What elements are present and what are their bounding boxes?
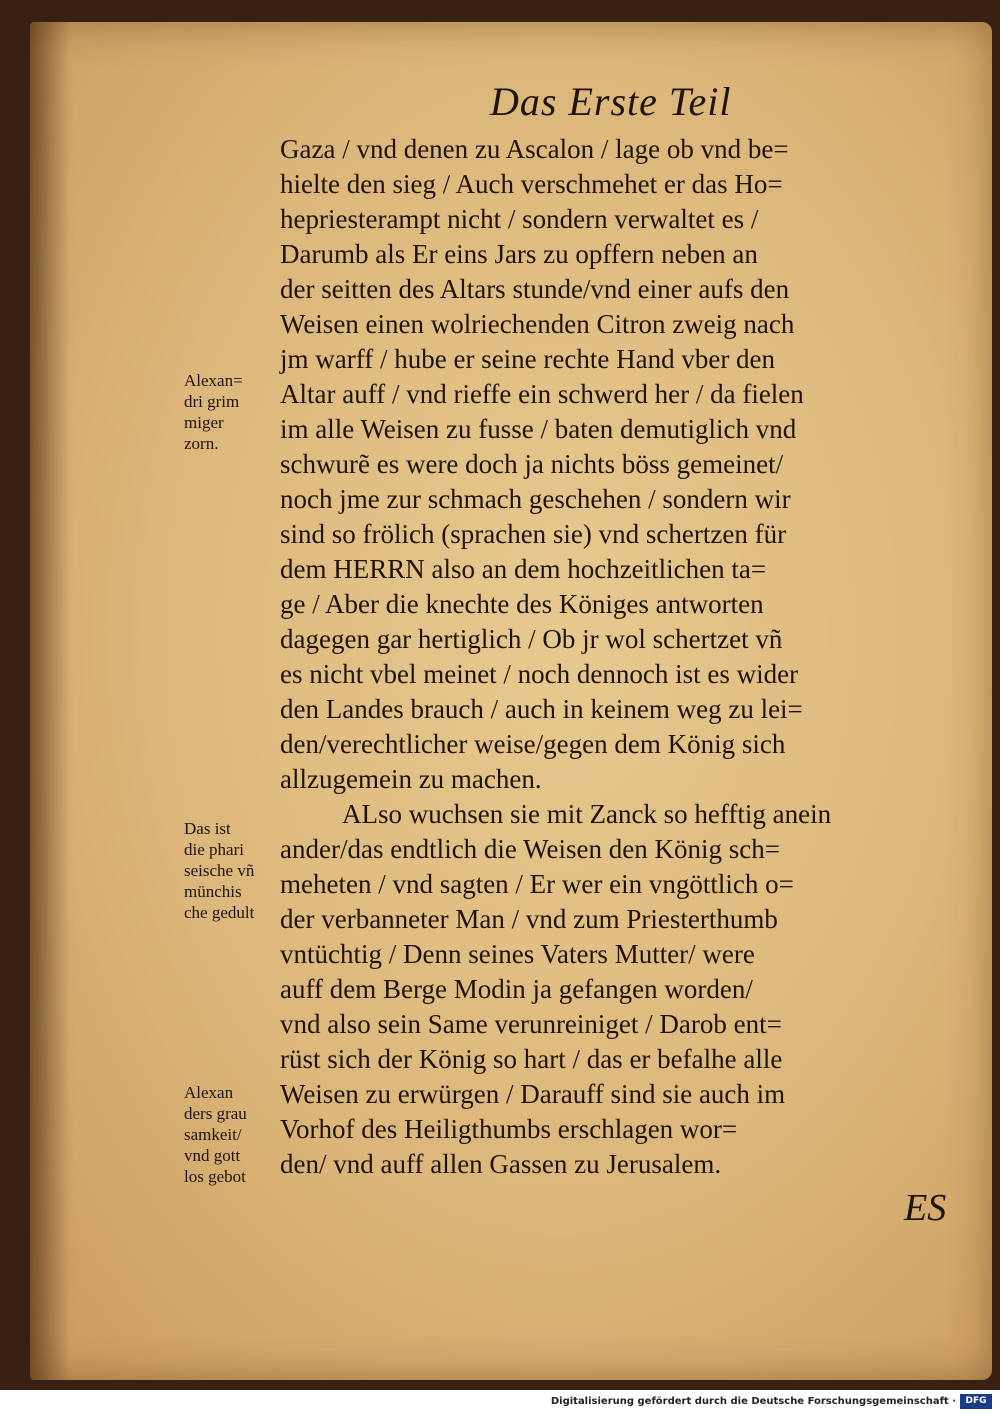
marginal-line: los gebot (184, 1167, 246, 1186)
funding-credit: Digitalisierung gefördert durch die Deutsche Forschungsgemeinschaft · (550, 1396, 956, 1407)
text-line: dagegen gar hertiglich / Ob jr wol schertzet vñ (280, 624, 783, 654)
marginal-line: dri grim (184, 392, 240, 411)
dfg-logo: DFG (960, 1394, 992, 1409)
marginal-line: miger (184, 413, 224, 432)
text-line: ander/das endtlich die Weisen den König sch= (280, 834, 780, 864)
digitization-footer (0, 1390, 1000, 1414)
text-line: allzugemein zu machen. (280, 764, 542, 794)
text-line: hielte den sieg / Auch verschmehet er das Ho= (280, 169, 783, 199)
marginal-line: samkeit/ (184, 1125, 242, 1144)
marginal-note-2 (184, 818, 284, 923)
text-line: der verbanneter Man / vnd zum Priesterthumb (280, 904, 778, 934)
text-line: den/verechtlicher weise/gegen dem König sich (280, 729, 786, 759)
marginal-line: Alexan (184, 1083, 234, 1102)
text-line: der seitten des Altars stunde/vnd einer aufs den (280, 274, 790, 304)
text-line: schwurẽ es were doch ja nichts böss gemeinet/ (280, 449, 784, 479)
text-line: meheten / vnd sagten / Er wer ein vngöttlich o= (280, 869, 794, 899)
text-line: Weisen einen wolriechenden Citron zweig nach (280, 309, 795, 339)
text-line: den/ vnd auff allen Gassen zu Jerusalem. (280, 1149, 722, 1179)
marginal-line: ders grau (184, 1104, 247, 1123)
marginal-line: che gedult (184, 903, 255, 922)
text-line: im alle Weisen zu fusse / baten demutiglich vnd (280, 414, 797, 444)
text-line: hepriesterampt nicht / sondern verwaltet es / (280, 204, 759, 234)
text-line: den Landes brauch / auch in keinem weg zu lei= (280, 694, 803, 724)
text-line: vnd also sein Same verunreiniget / Darob ent= (280, 1009, 782, 1039)
text-line: Gaza / vnd denen zu Ascalon / lage ob vnd be= (280, 134, 789, 164)
marginal-line: seische vñ (184, 861, 255, 880)
text-line: ge / Aber die knechte des Königes antworten (280, 589, 764, 619)
marginal-line: Alexan= (184, 371, 243, 390)
text-line: Vorhof des Heiligthumbs erschlagen wor= (280, 1114, 738, 1144)
marginal-note-3 (184, 1082, 284, 1187)
text-line: Weisen zu erwürgen / Darauff sind sie auch im (280, 1079, 786, 1109)
page-gutter-shadow (30, 22, 70, 1380)
text-line: auff dem Berge Modin ja gefangen worden/ (280, 974, 753, 1004)
marginal-line: zorn. (184, 434, 219, 453)
main-text-block (280, 132, 980, 1182)
marginal-note-1 (184, 370, 284, 454)
marginal-line: die phari (184, 840, 244, 859)
paragraph-start-line: ALso wuchsen sie mit Zanck so hefftig anein (342, 799, 832, 829)
marginal-line: vnd gott (184, 1146, 241, 1165)
text-line: dem HERRN also an dem hochzeitlichen ta= (280, 554, 767, 584)
text-line: Altar auff / vnd rieffe ein schwerd her / da fielen (280, 379, 804, 409)
text-line: Darumb als Er eins Jars zu opffern neben an (280, 239, 758, 269)
text-line: jm warff / hube er seine rechte Hand vber den (280, 344, 776, 374)
text-line: es nicht vbel meinet / noch dennoch ist es wider (280, 659, 799, 689)
marginal-line: münchis (184, 882, 242, 901)
text-line: noch jme zur schmach geschehen / sondern wir (280, 484, 791, 514)
text-line: sind so frölich (sprachen sie) vnd schertzen für (280, 519, 787, 549)
marginal-line: Das ist (184, 819, 231, 838)
text-line: vntüchtig / Denn seines Vaters Mutter/ were (280, 939, 755, 969)
text-line: rüst sich der König so hart / das er befalhe alle (280, 1044, 783, 1074)
catchword: ES (904, 1187, 947, 1229)
running-head: Das Erste Teil (490, 79, 732, 124)
